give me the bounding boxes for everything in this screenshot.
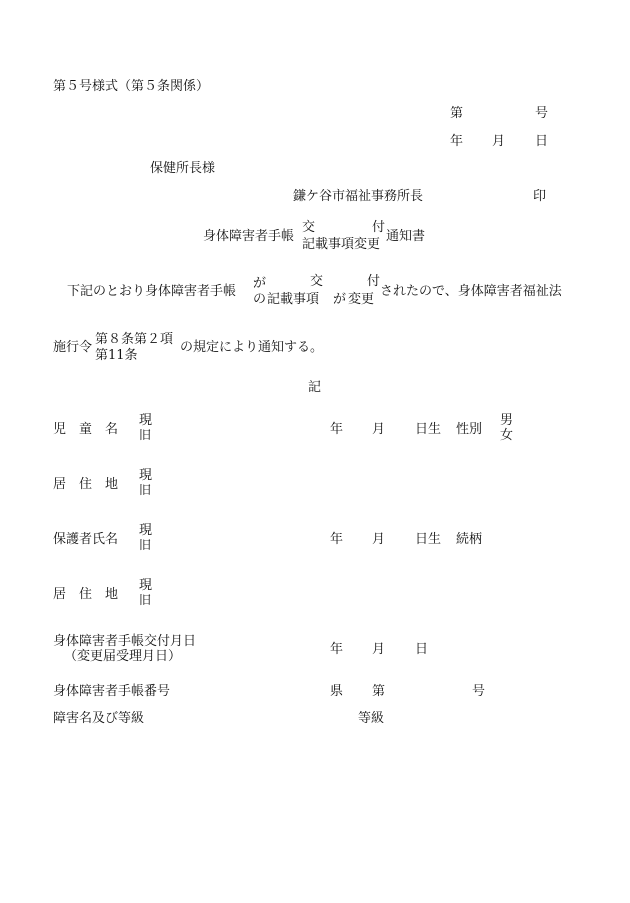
article-bottom: 第11条 — [95, 348, 138, 363]
number-go: 号 — [535, 106, 549, 121]
article-top: 第８条第２項 — [95, 332, 174, 347]
sex-male: 男 — [500, 413, 514, 428]
current-mark: 現 — [139, 578, 153, 593]
child-birth-day: 日生 — [415, 422, 442, 437]
old-mark: 旧 — [139, 427, 152, 442]
residence1-current-old — [139, 469, 152, 498]
disability-label: 障害名及び等級 — [53, 711, 145, 726]
card-pref: 県 — [330, 684, 344, 699]
title-bottom: 記載事項変更 — [302, 237, 381, 252]
addressee: 保健所長様 — [150, 161, 216, 176]
sex-label: 性別 — [456, 422, 483, 437]
body-kisai-jikou: 記載事項 — [267, 292, 320, 307]
title-suffix: 通知書 — [386, 229, 426, 244]
child-birth-year: 年 — [330, 422, 344, 437]
old-mark: 旧 — [139, 482, 152, 497]
guardian-birth-year: 年 — [330, 532, 344, 547]
issue-date-sub: （変更届受理月日） — [64, 649, 182, 664]
form-number: 第５号様式（第５条関係） — [53, 79, 210, 94]
seal-mark: 印 — [533, 189, 547, 204]
old-mark: 旧 — [139, 592, 152, 607]
sex-female: 女 — [500, 427, 514, 443]
issue-year: 年 — [330, 642, 344, 657]
guardian-label: 保護者氏名 — [53, 532, 119, 547]
date-year: 年 — [450, 134, 464, 149]
card-go: 号 — [472, 684, 486, 699]
card-number-label: 身体障害者手帳番号 — [53, 684, 171, 699]
residence2-current-old — [139, 579, 152, 608]
body-henkou: 変更 — [348, 292, 375, 307]
residence1-label: 居 住 地 — [53, 477, 119, 492]
child-name-current-old — [139, 414, 152, 443]
current-mark: 現 — [139, 468, 153, 483]
date-day: 日 — [535, 134, 549, 149]
issue-month: 月 — [372, 642, 386, 657]
body-ga: が — [253, 276, 267, 291]
current-mark: 現 — [139, 523, 153, 538]
issue-day: 日 — [415, 642, 429, 657]
guardian-birth-day: 日生 — [415, 532, 442, 547]
issue-date-label: 身体障害者手帳交付月日 — [53, 634, 197, 649]
child-birth-month: 月 — [372, 422, 386, 437]
title-prefix: 身体障害者手帳 — [203, 229, 295, 244]
relation-label: 続柄 — [456, 532, 483, 547]
current-mark: 現 — [139, 413, 153, 428]
number-dai: 第 — [450, 106, 464, 121]
old-mark: 旧 — [139, 537, 152, 552]
disability-grade: 等級 — [358, 711, 385, 726]
guardian-birth-month: 月 — [372, 532, 386, 547]
title-kou: 交 — [302, 220, 316, 235]
body-tsuki: 付 — [367, 274, 381, 289]
body-line2-end: の規定により通知する。 — [180, 340, 324, 355]
date-month: 月 — [492, 134, 506, 149]
body-no: の — [253, 292, 267, 307]
title-tsuki: 付 — [372, 220, 386, 235]
sender-name: 鎌ケ谷市福祉事務所長 — [293, 189, 424, 204]
ki-heading: 記 — [308, 380, 322, 395]
sex-options — [500, 414, 513, 444]
body-ga2: が — [333, 292, 347, 307]
guardian-current-old — [139, 524, 152, 553]
body-line2-start: 施行令 — [53, 340, 93, 355]
card-dai: 第 — [372, 684, 386, 699]
body-line1-end: されたので、身体障害者福祉法 — [380, 284, 562, 299]
child-name-label: 児 童 名 — [53, 422, 119, 437]
body-line1-start: 下記のとおり身体障害者手帳 — [67, 284, 237, 299]
residence2-label: 居 住 地 — [53, 587, 119, 602]
body-kou: 交 — [310, 274, 324, 289]
